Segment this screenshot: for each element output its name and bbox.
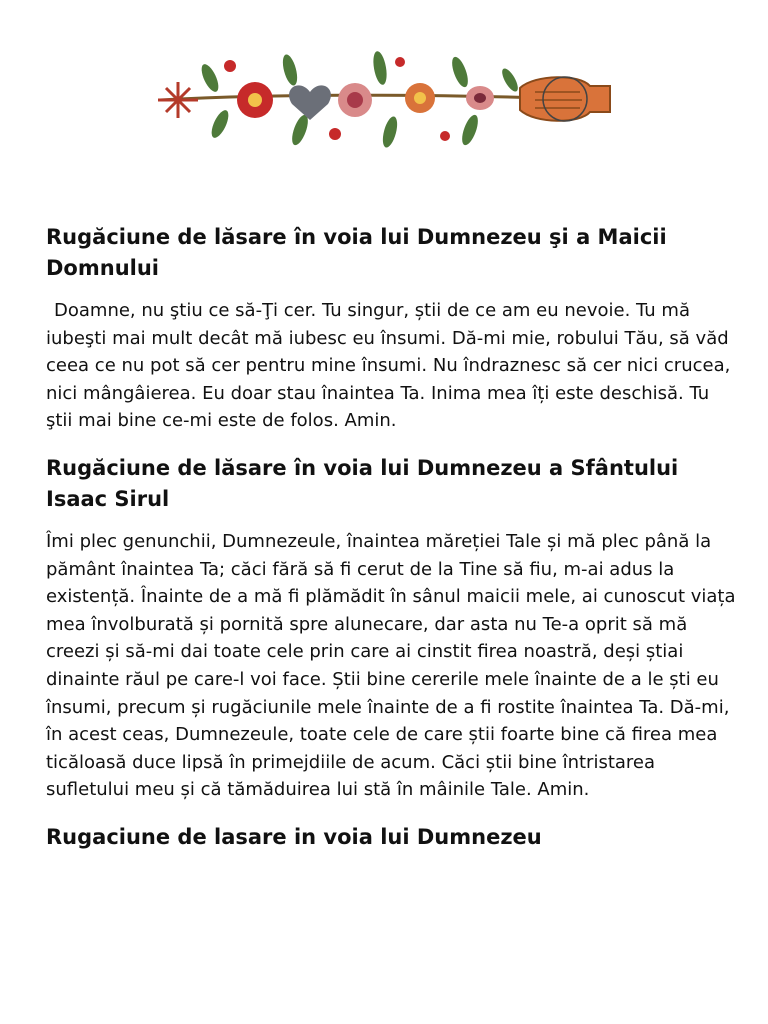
section-title-2: Rugăciune de lăsare în voia lui Dumnezeu a Sfântului Isaac Sirul <box>46 455 679 511</box>
pink-bud-icon <box>466 86 494 110</box>
cross-motif-icon <box>158 82 198 118</box>
gray-heart-icon <box>289 85 331 120</box>
red-flower-icon <box>237 82 273 118</box>
floral-ornament <box>150 48 620 158</box>
section-title-1: Rugăciune de lăsare în voia lui Dumnezeu şi a Maicii Domnului <box>46 225 667 280</box>
vase-icon <box>520 77 610 121</box>
section-body-2: Îmi plec genunchii, Dumnezeule, înaintea măreției Tale și mă plec până la pământ înaintea Ta; căci fără să fi cerut de la Tine să fiu, m-ai adus la existență. Înainte de a mă fi plămădit în sânul maicii mele, ai cunoscut viața mea învolburată și pornită spre alunecare, dar asta nu Te-a oprit să mă creezi și să-mi dai toate cele prin care ai cinstit firea noastră, deși știai dinainte răul pe care-l voi face. Știi bine cererile mele înainte de a le ști eu însumi, precum și rugăciunile mele înainte de a fi rostite înaintea Ta. Dă-mi, în acest ceas, Dumnezeule, toate cele de care știi foarte bine că firea mea ticăloasă duce lipsă în primejdiile de acum. Căci știi bine întristarea sufletului meu și că tămăduirea lui stă în mâinile Tale. Amin. <box>46 530 736 801</box>
orange-flower-icon <box>405 83 435 113</box>
section-body-1: Doamne, nu ştiu ce să-Ţi cer. Tu singur, știi de ce am eu nevoie. Tu mă iubeşti mai mult decât mă iubesc eu însumi. Dă-mi mie, robului Tău, să văd ceea ce nu pot să cer pentru mine însumi. Nu îndraznesc să cer nici crucea, nici mângâierea. Eu doar stau înaintea Ta. Inima mea îți este deschisă. Tu ştii mai bine ce-mi este de folos. Amin. <box>46 300 731 432</box>
document-content <box>46 222 736 866</box>
pink-flower-icon <box>338 83 372 117</box>
section-title-3: Rugaciune de lasare in voia lui Dumnezeu <box>46 824 542 849</box>
